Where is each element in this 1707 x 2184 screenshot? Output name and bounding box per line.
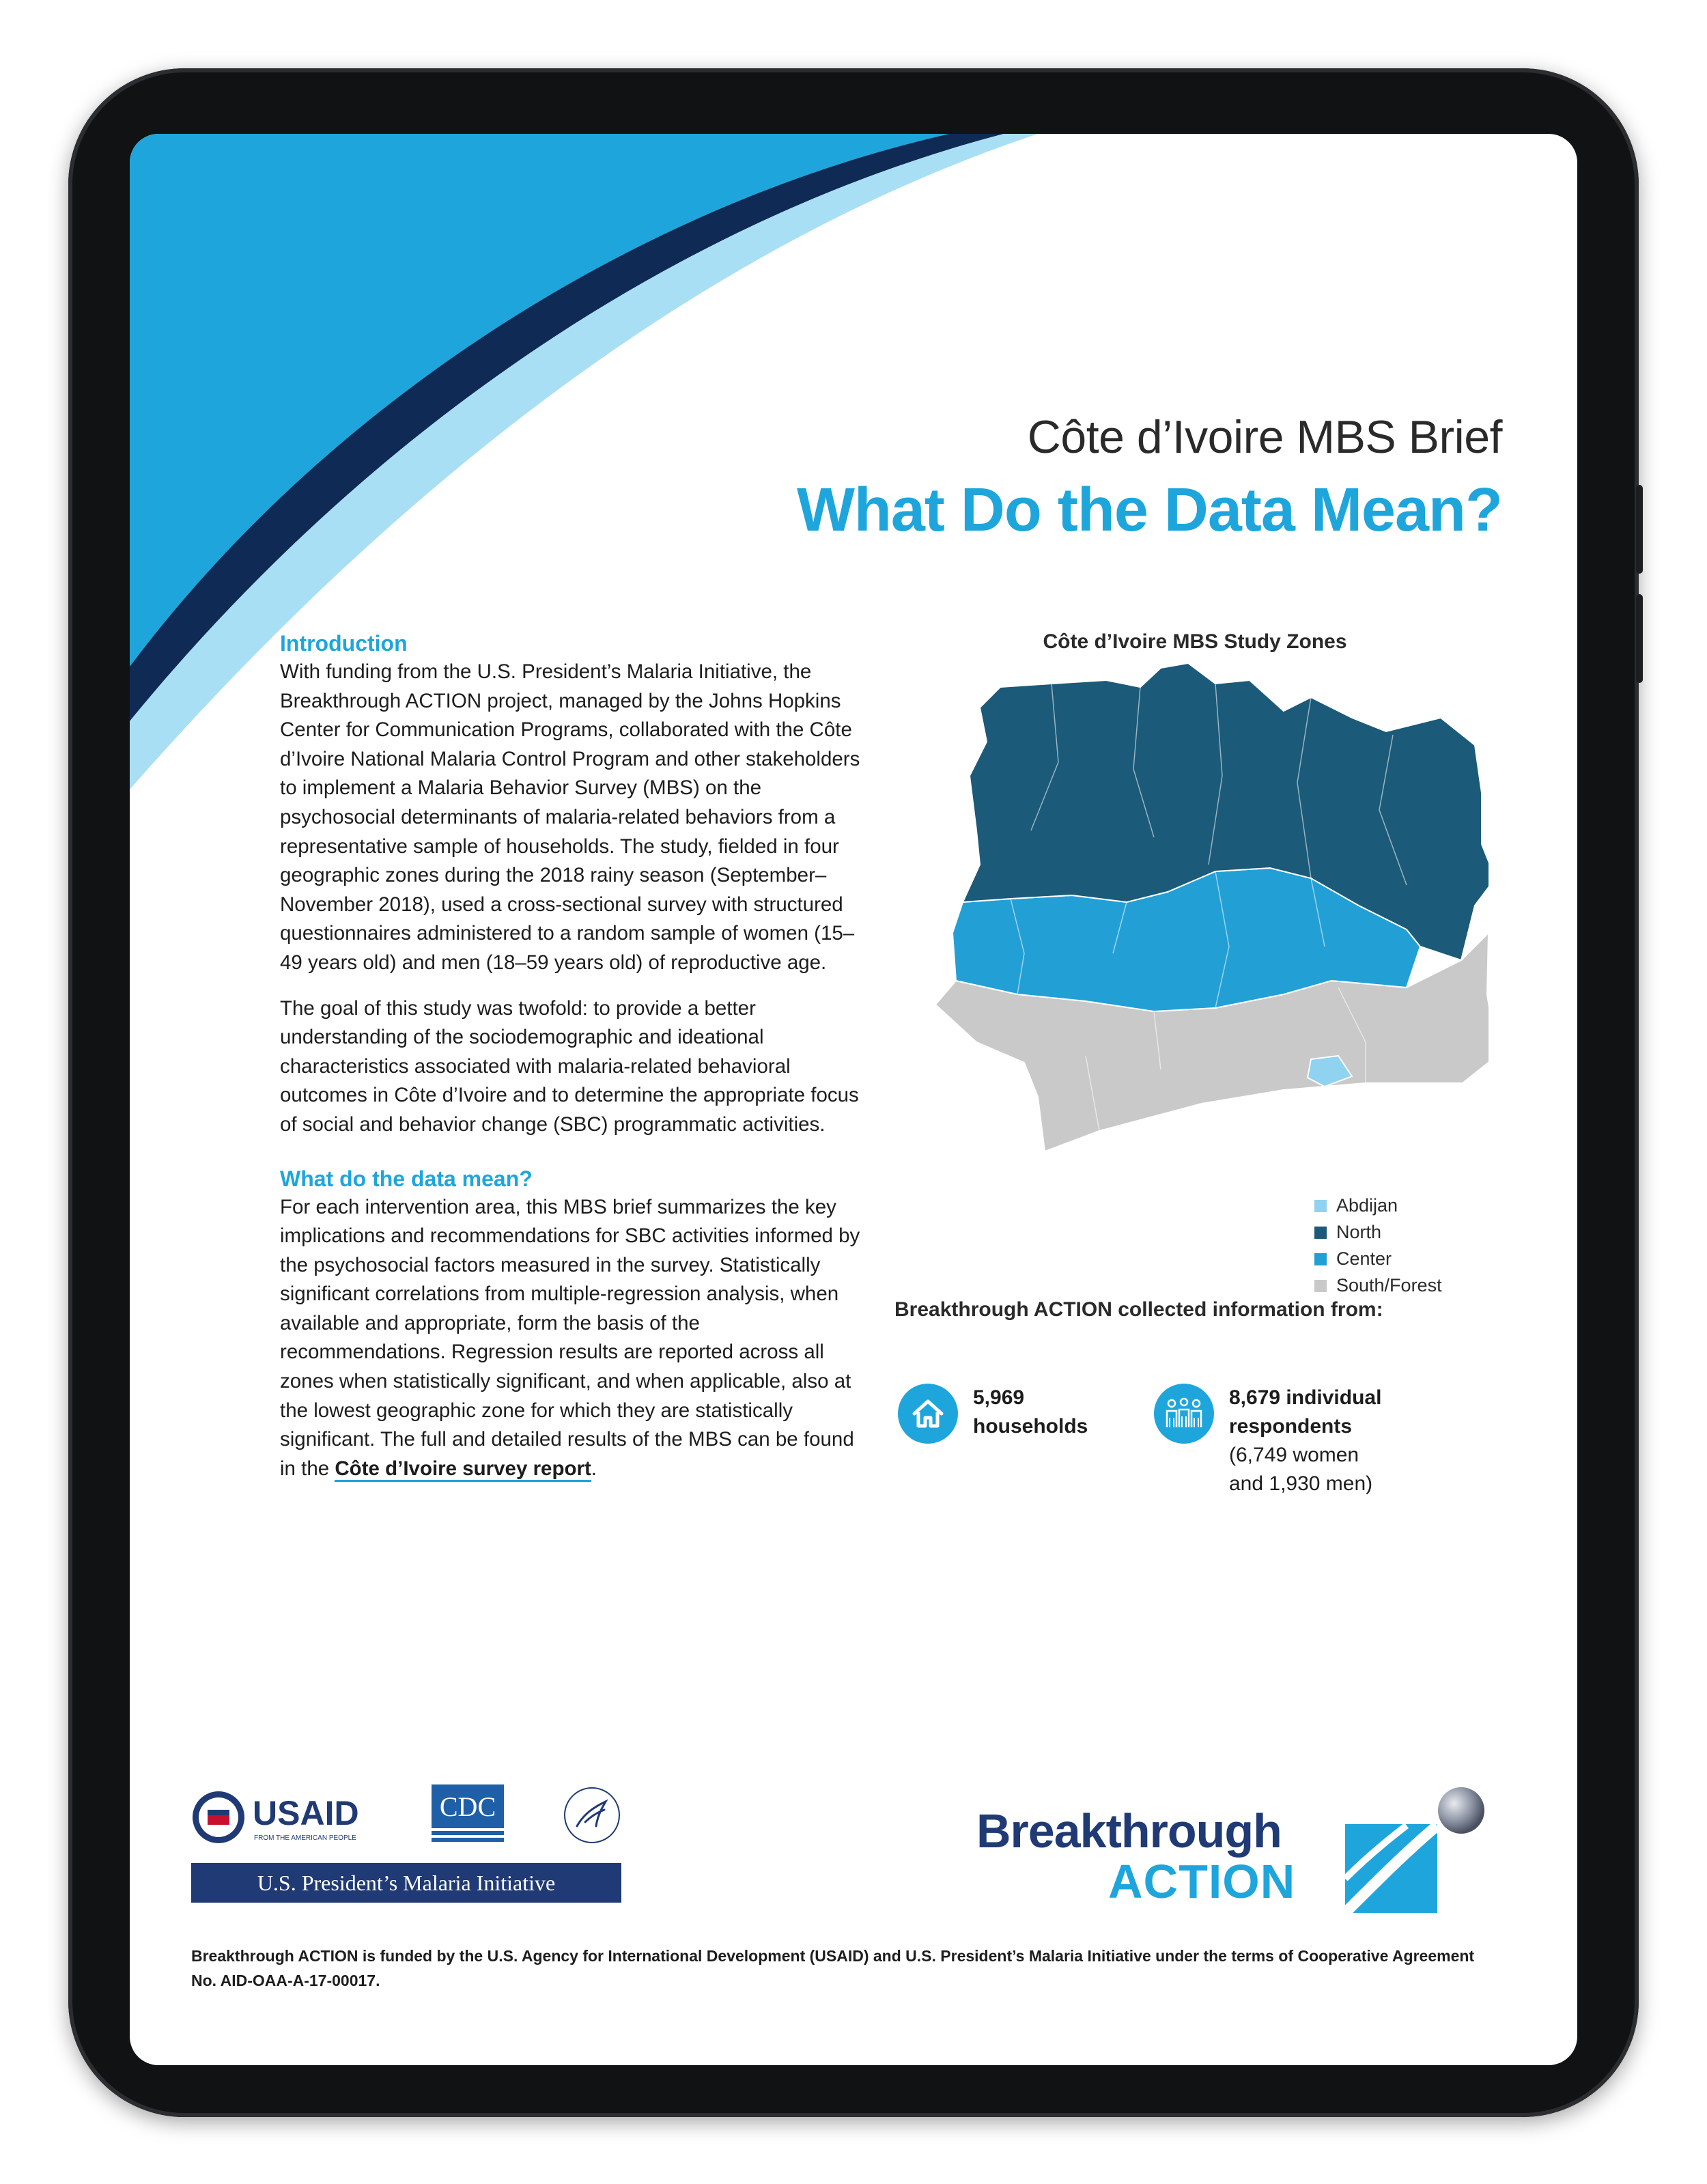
cdc-logo-text: CDC	[439, 1791, 496, 1822]
data-meaning-trailing: .	[591, 1457, 597, 1480]
respondents-text	[1229, 1384, 1381, 1498]
legend-label-south-forest: South/Forest	[1336, 1275, 1442, 1296]
introduction-paragraph-1: With funding from the U.S. President’s Malaria Initiative, the Breakthrough ACTION project, managed by the Johns Hopkins Center for Communication Programs, collaborated with the Côte d’Ivoire National Malaria Control Program and other stakeholders to implement a Malaria Behavior Survey (MBS) on the psychosocial determinants of malaria-related behaviors from a representative sample of households. The study, fielded in four geographic zones during the 2018 rainy season (September–November 2018), used a cross-sectional survey with structured questionnaires administered to a random sample of women (15–49 years old) and men (18–59 years old) of reproductive age.	[280, 660, 860, 974]
introduction-paragraph-2: The goal of this study was twofold: to provide a better understanding of the sociodemographic and ideational characteristics associated with malaria-related behavioral outcomes in Côte d’Ivoire and to determine the appropriate focus of social and behavior change (SBC) programmatic activities.	[280, 996, 859, 1136]
data-meaning-paragraph	[280, 1193, 860, 1484]
pmi-banner: U.S. President’s Malaria Initiative	[191, 1863, 621, 1903]
breakthrough-action-logo	[976, 1783, 1495, 1927]
map-title: Côte d’Ivoire MBS Study Zones	[1043, 630, 1347, 653]
legend-item-center	[1314, 1246, 1442, 1272]
legend-label-center: Center	[1336, 1248, 1392, 1269]
legend-swatch-center	[1314, 1253, 1327, 1265]
document-screen[interactable]	[130, 134, 1577, 2065]
data-meaning-heading: What do the data mean?	[280, 1166, 533, 1191]
legend-item-north	[1314, 1219, 1442, 1246]
respondents-detail-2: and 1,930 men)	[1229, 1472, 1373, 1495]
brief-subtitle: What Do the Data Mean?	[796, 476, 1502, 544]
collected-heading: Breakthrough ACTION collected information from:	[894, 1298, 1383, 1321]
legend-swatch-north	[1314, 1227, 1327, 1239]
survey-report-link[interactable]: Côte d’Ivoire survey report	[335, 1457, 591, 1482]
bt-logo-mark-icon	[1318, 1783, 1489, 1920]
data-meaning-body: For each intervention area, this MBS brief summarizes the key implications and recommendations for SBC activities informed by the psychosocial factors measured in the survey. Statistically significant correlations from multiple-regression analysis, when available and appropriate, form the basis of the recommendations. Regression results are reported across all zones when statistically significant, and when applicable, also at the lowest geographic zone for which they are statistically significant. The full and detailed results of the MBS can be found in the	[280, 1195, 860, 1480]
respondents-value: 8,679 individual	[1229, 1386, 1382, 1409]
households-text	[973, 1384, 1088, 1441]
households-label: households	[973, 1415, 1088, 1438]
house-icon	[898, 1384, 958, 1444]
text-column	[280, 629, 860, 1500]
bt-logo-word-1: Breakthrough	[976, 1804, 1282, 1858]
study-zones-map	[929, 660, 1489, 1192]
people-group-icon	[1154, 1384, 1214, 1444]
legend-swatch-abidjan	[1314, 1200, 1327, 1212]
hhs-eagle-logo	[563, 1787, 621, 1845]
legend-label-abidjan: Abdijan	[1336, 1195, 1398, 1216]
respondents-stat	[1154, 1384, 1381, 1498]
introduction-heading: Introduction	[280, 631, 408, 656]
legend-item-south-forest	[1314, 1272, 1442, 1299]
bt-logo-word-2: ACTION	[1108, 1855, 1296, 1908]
map-legend	[1314, 1192, 1442, 1299]
households-stat	[898, 1384, 1088, 1444]
tablet-side-button-bottom	[1636, 594, 1643, 683]
legend-item-abidjan	[1314, 1192, 1442, 1219]
funding-footer-note: Breakthrough ACTION is funded by the U.S. Agency for International Development (USAID) and U.S. President’s Malaria Initiative under the terms of Cooperative Agreement No. AID-OAA-A-17-00017.	[191, 1947, 1475, 1989]
households-value: 5,969	[973, 1386, 1025, 1409]
respondents-detail-1: (6,749 women	[1229, 1444, 1359, 1466]
legend-label-north: North	[1336, 1222, 1382, 1242]
cdc-logo	[430, 1783, 505, 1848]
usaid-tagline: FROM THE AMERICAN PEOPLE	[254, 1834, 356, 1842]
tablet-side-button-top	[1636, 485, 1643, 574]
respondents-label: respondents	[1229, 1415, 1353, 1438]
brief-title: Côte d’Ivoire MBS Brief	[1027, 411, 1502, 463]
usaid-logo-text: USAID	[253, 1794, 359, 1832]
legend-swatch-south-forest	[1314, 1280, 1327, 1292]
usaid-logo	[191, 1787, 382, 1848]
